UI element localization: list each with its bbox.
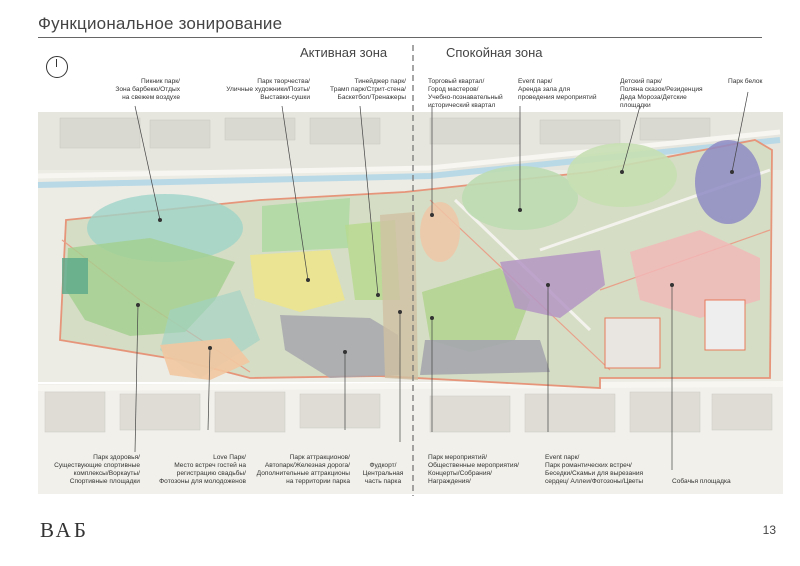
lower-road: [38, 384, 783, 388]
label-event-top: Event парк/ Аренда зала для проведения мероприятий: [518, 78, 597, 101]
label-dog: Собачья площадка: [672, 478, 731, 485]
label-trade: Торговый квартал/ Город мастеров/ Учебно-познавательный исторический квартал: [428, 78, 503, 109]
label-picnic: Пикник парк/ Зона барбекю/Отдых на свежем воздухе: [115, 78, 180, 101]
page-title: Функциональное зонирование: [38, 14, 283, 33]
page-number: 13: [762, 523, 776, 537]
label-love: Love Парк/ Место встреч гостей на регистрацию свадьбы/ Фотозоны для молодоженов: [159, 454, 246, 485]
zone-foodcourt: [380, 212, 418, 380]
zone-squirrel: [695, 140, 761, 224]
active-zone-label: Активная зона: [300, 45, 388, 60]
label-creative: Парк творчества/ Уличные художники/Поэты/ Выставки-сушки: [226, 78, 310, 101]
calm-zone-label: Спокойная зона: [446, 45, 543, 60]
label-foodcourt: Фудкорт/ Центральная часть парка: [362, 462, 404, 485]
zone-trade: [420, 202, 460, 262]
label-events: Парк мероприятий/ Общественные мероприятия/ Концерты/Собрания/ Награждения/: [428, 454, 519, 485]
label-squirrel: Парк белок: [728, 78, 763, 85]
label-event-bottom: Event парк/ Парк романтических встреч/ Беседки/Скамьи для вырезания сердец/ Аллеи/Фотозоны/Цветы: [545, 454, 644, 485]
zone-creative: [262, 198, 350, 252]
label-kids: Детский парк/ Поляна сказок/Резиденция Деда Мороза/Детские площадки: [620, 78, 703, 109]
zone-events: [420, 340, 550, 375]
label-health: Парк здоровья/ Существующие спортивные комплексы/Воркауты/ Спортивные площадки: [54, 454, 140, 485]
zone-kids: [567, 143, 677, 207]
label-attractions: Парк аттракционов/ Автопарк/Железная дорога/ Дополнительные аттракционы на территории парка: [256, 454, 350, 485]
brand-logo: ВАБ: [40, 518, 89, 542]
label-teen: Тинейджер парк/ Трамп парк/Стрит-стена/ Баскетбол/Тренажеры: [330, 78, 406, 101]
